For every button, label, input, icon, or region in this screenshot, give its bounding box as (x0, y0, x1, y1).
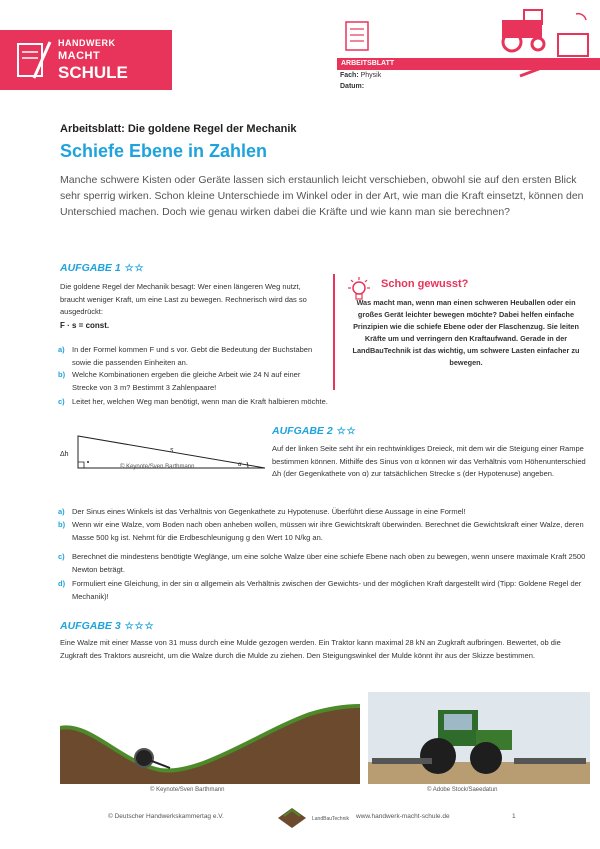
tractor-caption: © Adobe Stock/Saeedatun (427, 787, 498, 793)
task3-stars-icon: ☆☆☆ (124, 621, 155, 632)
footer-url[interactable]: www.handwerk-macht-schule.de (356, 813, 450, 820)
worksheet-subtitle: Arbeitsblatt: Die goldene Regel der Mechanik (60, 123, 297, 135)
task2-item-d (58, 578, 588, 603)
task3-text: Eine Walze mit einer Masse von 31 muss durch eine Mulde gezogen werden. Ein Traktor kann maximal 28 kN an Zugkraft aufbringen. Bewertet, ob die Zugkraft des Traktors ausreicht, um die Walze durch die Mulde zu ziehen. Den Steigungswinkel der Mulde könnt ihr aus der Skizze bestimmen. (60, 638, 561, 660)
task2-item-text: Berechnet die mindestens benötigte Weglänge, um eine solche Walze über eine schiefe Ebene nach oben zu bewegen, wenn unsere maximale Kraft 2500 Newton beträgt. (72, 552, 586, 574)
footer-partner: LandBauTechnik (312, 816, 349, 822)
triangle-caption: © Keynote/Sven Barthmann (120, 464, 195, 470)
task2-item-text: Wenn wir eine Walze, vom Boden nach oben anheben wollen, müssen wir ihre Gewichtskraft überwinden. Berechnet die Gewichtskraft einer Walze, deren Masse 500 kg ist. Nehmt für die Erdbeschleunigung g den Wert 10 N/kg an. (72, 520, 584, 542)
task1-stars-icon: ☆☆ (124, 263, 145, 274)
intro-text: Manche schwere Kisten oder Geräte lassen sich erstaunlich leicht verschieben, obwohl sie auf den ersten Blick sehr sperrig wirken. Schon kleine Unterschiede im Winkel oder in der Art, wie man die Kraft einsetzt, können den Unterschied machen. Doch wie genau wirken dabei die Kräfte und wie kann man sie berechnen? (60, 174, 584, 218)
task1-item-text: Welche Kombinationen ergeben die gleiche Arbeit wie 24 N auf einer Strecke von 3 m? Bestimmt 3 Zahlenpaare! (72, 370, 301, 392)
task1-item-a (58, 344, 326, 369)
footer-copyright: © Deutscher Handwerkskammertag e.V. (108, 813, 224, 820)
task1-heading (60, 262, 145, 274)
datum-label: Datum: (340, 83, 365, 90)
sheet-label-bar (337, 58, 600, 70)
task2-heading (272, 425, 357, 437)
task2-stars-icon: ☆☆ (336, 426, 357, 437)
task2-item-b (58, 519, 588, 544)
tractor-laptop-icon (486, 4, 596, 86)
task1-text: Die goldene Regel der Mechanik besagt: Wer einen längeren Weg nutzt, braucht weniger Kraft, um eine Last zu bewegen. Rechnerisch wird das so ausgedrückt: (60, 282, 307, 316)
tools-logo-icon (12, 38, 52, 82)
task2-text: Auf der linken Seite seht ihr ein rechtwinkliges Dreieck, mit dem wir die Steigung einer Rampe bestimmen können. Mithilfe des Sinus von α können wir das Verhältnis vom Höhenunterschied Δh (der Gegenkathete von α) zur tatsächlichen Strecke s (der Hypotenuse) angeben. (272, 444, 586, 478)
worksheet-icon (340, 20, 380, 54)
page-number: 1 (512, 813, 516, 820)
task2-item-label: d) (58, 579, 66, 588)
trough-illustration (60, 692, 360, 784)
logo (0, 30, 172, 90)
info-box (333, 274, 590, 390)
task1-item-label: c) (58, 397, 65, 406)
logo-line2: MACHT (58, 50, 101, 62)
task1-item-b (58, 369, 326, 394)
task2-item-label: b) (58, 520, 66, 529)
partner-logo-icon (276, 804, 308, 830)
fach-value: Physik (360, 72, 382, 79)
tractor-photo (368, 692, 590, 784)
datum-row (340, 83, 364, 90)
task2-item-text: Formuliert eine Gleichung, in der sin α allgemein als Verhältnis zwischen der Gewichts- und der möglichen Kraft dargestellt wird (Tipp: Goldene Regel der Mechanik)! (72, 579, 582, 601)
task2-item-a (58, 506, 588, 519)
logo-line3: SCHULE (58, 63, 128, 82)
task1-item-text: In der Formel kommen F und s vor. Gebt die Bedeutung der Buchstaben sowie die passenden Einheiten an. (72, 345, 313, 367)
task1-item-c (58, 396, 528, 409)
page-title: Schiefe Ebene in Zahlen (60, 141, 268, 161)
task2-item-label: c) (58, 552, 65, 561)
triangle-angle-label: α (238, 462, 242, 468)
trough-caption: © Keynote/Sven Barthmann (150, 787, 225, 793)
task1-formula: F · s = const. (60, 321, 110, 330)
fach-row (340, 72, 381, 79)
info-text: Was macht man, wenn man einen schweren Heuballen oder ein großes Gerät leichter bewegen möchte? Dabei helfen einfache Prinzipien wie die schiefe Ebene oder der Flaschenzug. Sie leiten Kräfte um und verringern den Kraftaufwand. Gerade in der LandBauTechnik ist das wichtig, um schwere Lasten einfacher zu bewegen. (352, 298, 580, 367)
task2-item-label: a) (58, 507, 65, 516)
sheet-label: ARBEITSBLATT (341, 60, 395, 67)
task1-item-label: a) (58, 345, 65, 354)
fach-label: Fach: (340, 72, 359, 79)
info-heading: Schon gewusst? (381, 278, 469, 290)
task3-heading (60, 620, 155, 632)
task1-item-text: Leitet her, welchen Weg man benötigt, wenn man die Kraft halbieren möchte. (72, 397, 328, 406)
triangle-height-label: Δh (60, 451, 69, 458)
logo-line1: HANDWERK (58, 38, 116, 48)
task2-title: AUFGABE 2 (272, 425, 333, 437)
task2-item-text: Der Sinus eines Winkels ist das Verhältnis von Gegenkathete zu Hypotenuse. Überführt diese Aussage in eine Formel! (72, 507, 466, 516)
triangle-hyp-label: s (170, 447, 174, 454)
task1-title: AUFGABE 1 (60, 262, 121, 274)
task2-item-c (58, 551, 588, 576)
task1-item-label: b) (58, 370, 66, 379)
task3-title: AUFGABE 3 (60, 620, 121, 632)
